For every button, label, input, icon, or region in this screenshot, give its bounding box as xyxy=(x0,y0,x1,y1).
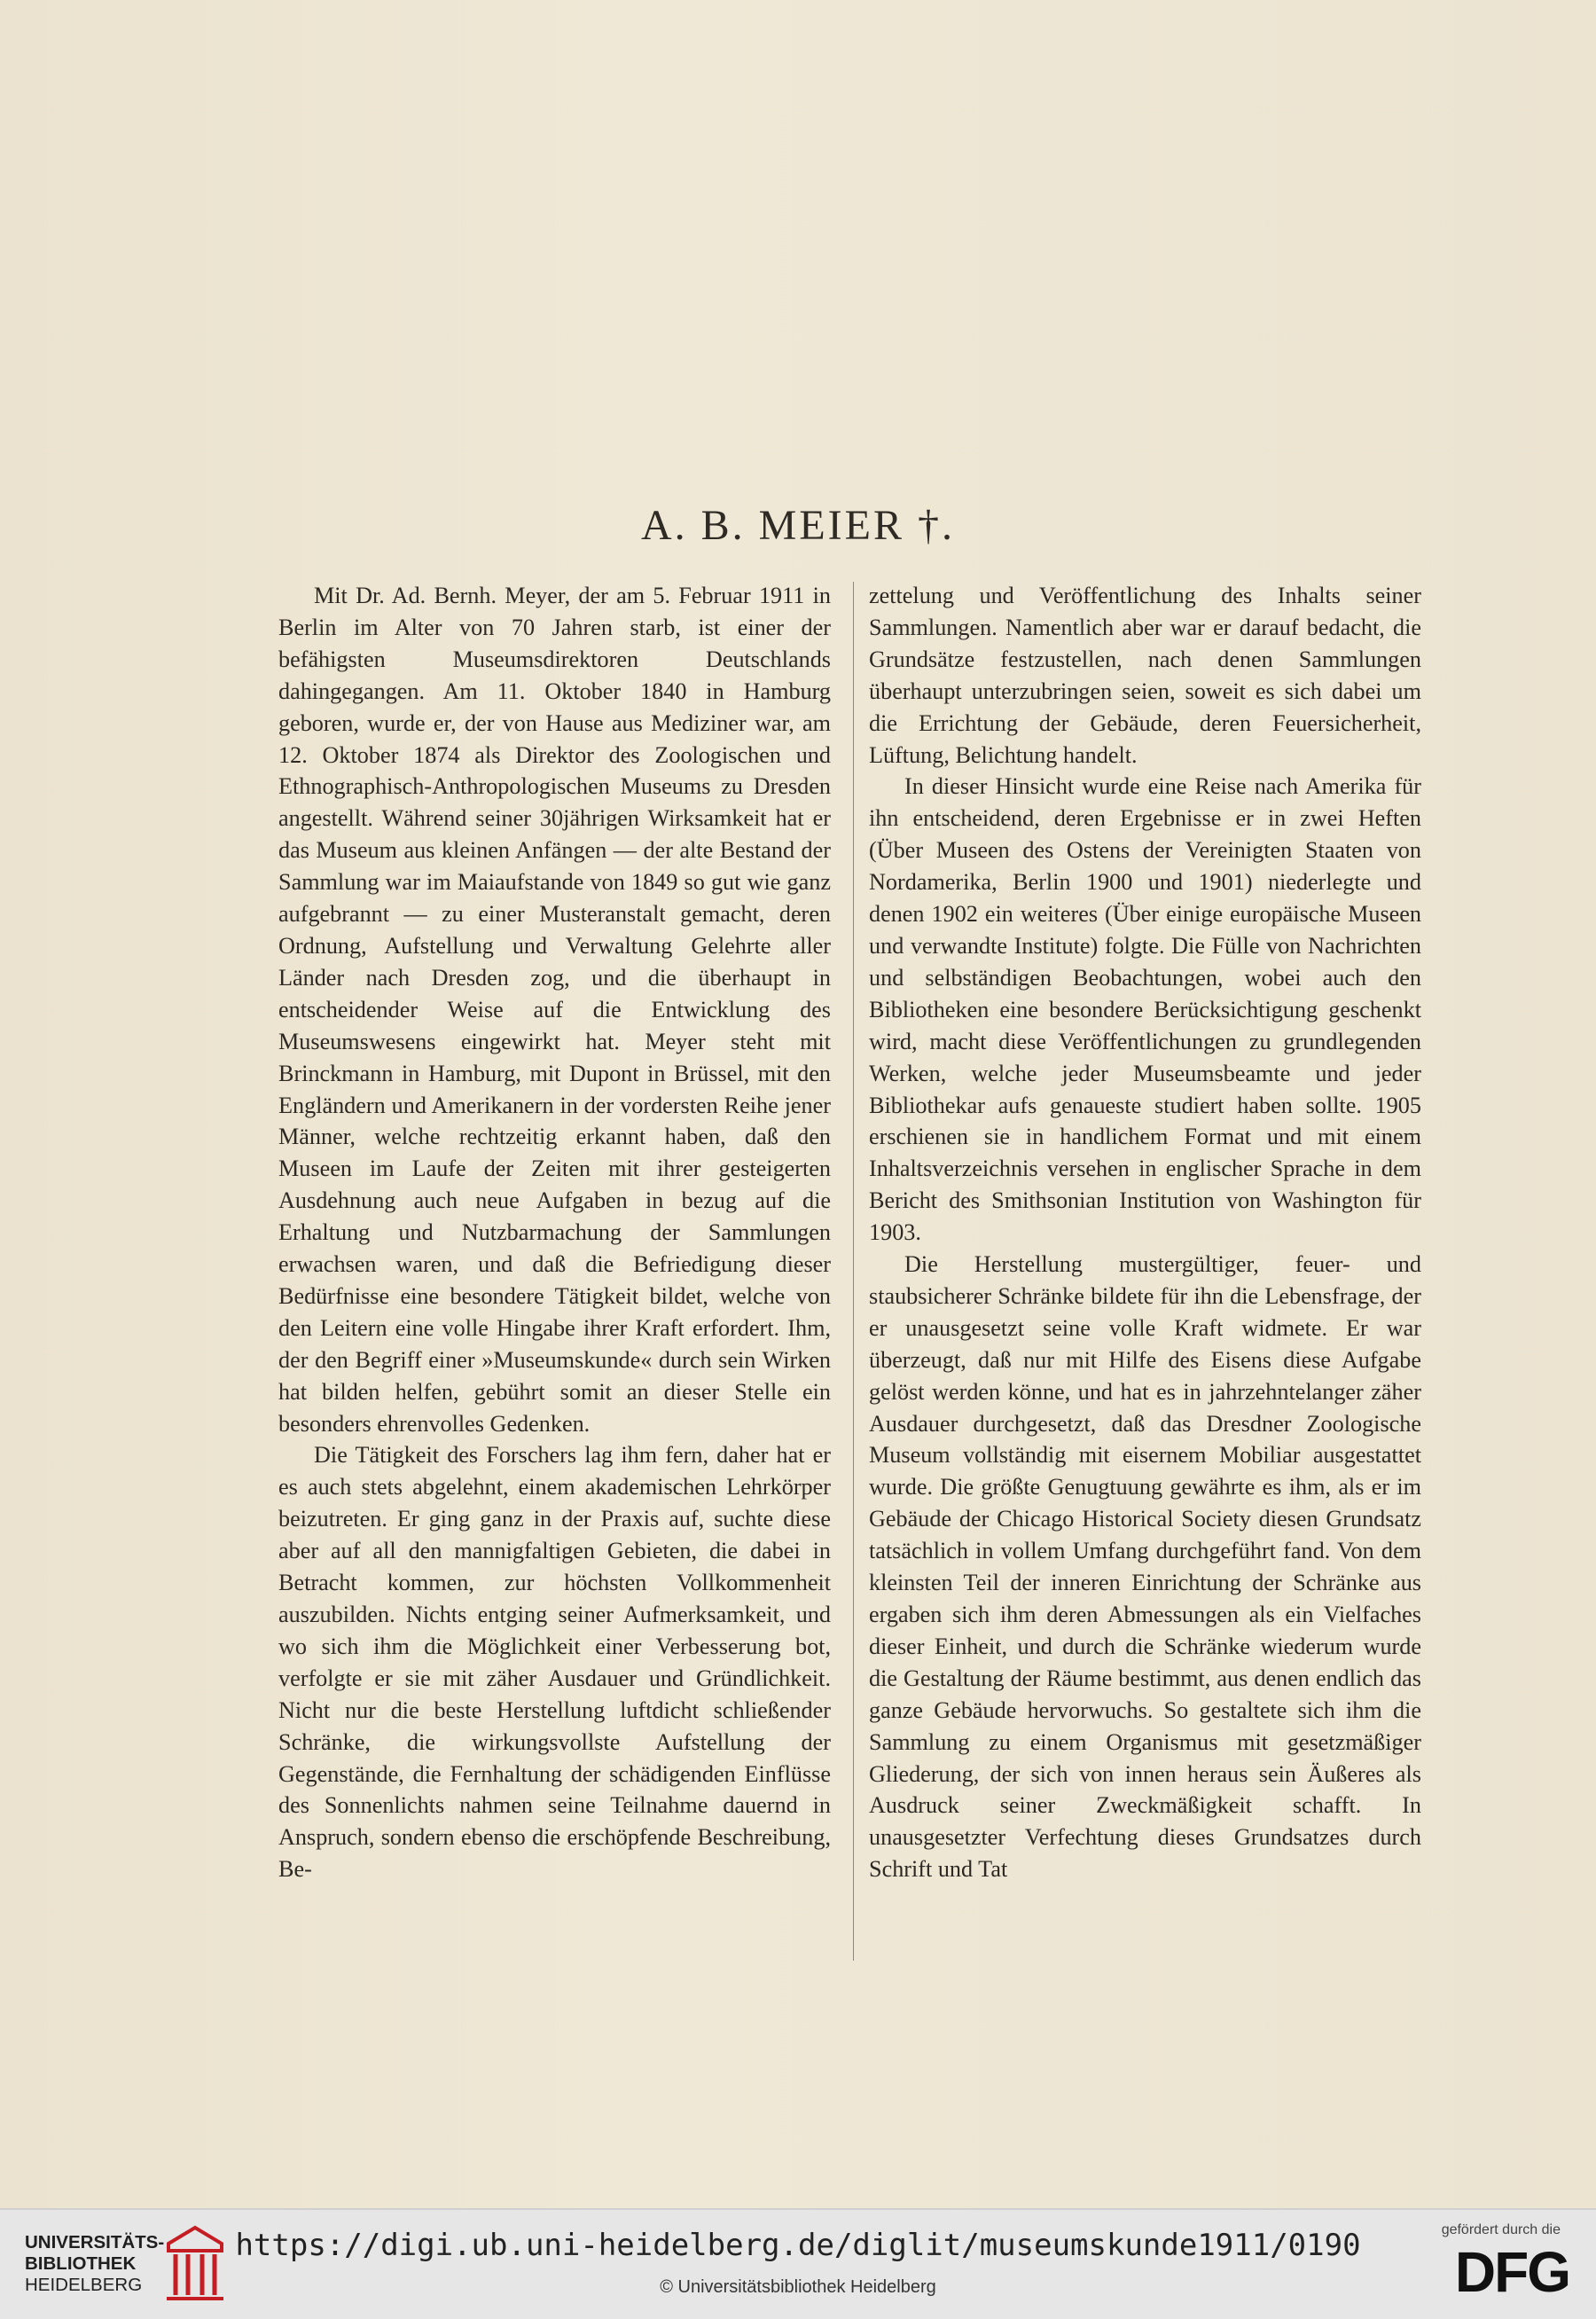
paragraph: Die Tätigkeit des Forschers lag ihm fern, daher hat er es auch stets abgelehnt, einem akademischen Lehrkörper beizutreten. Er ging ganz in der Praxis auf, suchte diese aber auf all den mannigfaltigen Gebieten, die dabei in Betracht kommen, zur höchsten Vollkommenheit auszubilden. Nichts entging seiner Aufmerksamkeit, und wo sich ihm die Möglichkeit einer Verbesserung bot, verfolgte er sie mit zäher Ausdauer und Gründlichkeit. Nicht nur die beste Herstellung luftdicht schließender Schränke, die wirkungsvollste Aufstellung der Gegenstände, die Fernhaltung der schädigenden Einflüsse des Sonnenlichts nahmen seine Teilnahme dauernd in Anspruch, sondern ebenso die erschöpfende Beschreibung, Be- xyxy=(278,1442,831,1883)
library-name-line: BIBLIOTHEK xyxy=(25,2253,137,2274)
footer-bar xyxy=(0,2208,1596,2319)
footer-divider xyxy=(0,2208,1596,2210)
library-name-line: HEIDELBERG xyxy=(25,2275,143,2295)
paragraph: Die Herstellung mustergültiger, feuer- und staubsicherer Schränke bildete für ihn die Lebensfrage, der er unausgesetzt seine volle Kraft widmete. Er war überzeugt, daß nur mit Hilfe des Eisens diese Aufgabe gelöst werden könne, und hat es in jahrzehntelanger zäher Ausdauer durchgesetzt, daß das Dresdner Zoologische Museum vollständig mit eisernem Mobiliar ausgestattet wurde. Die größte Genugtuung gewährte es ihm, als er im Gebäude der Chicago Historical Society diesen Grundsatz tatsächlich in vollem Umfang durchgeführt fand. Von dem kleinsten Teil der inneren Einrichtung der Schränke aus ergaben sich ihm deren Abmessungen als ein Vielfaches dieser Einheit, und durch die Schränke wiederum wurde die Gestaltung der Räume bestimmt, aus denen endlich das ganze Gebäude hervorwuchs. So gestaltete sich ihm die Sammlung zu einem Organismus mit gesetzmäßiger Gliederung, der sich von innen heraus sein Äußeres als Ausdruck seiner Zweckmäßigkeit schafft. In unausgesetzter Verfechtung dieses Grundsatzes durch Schrift und Tat xyxy=(869,1251,1421,1883)
paragraph: Mit Dr. Ad. Bernh. Meyer, der am 5. Februar 1911 in Berlin im Alter von 70 Jahren starb, ist einer der befähigsten Museumsdirektoren Deutschlands dahingegangen. Am 11. Oktober 1840 in Hamburg geboren, wurde er, der von Hause aus Mediziner war, am 12. Oktober 1874 als Direktor des Zoologischen und Ethnographisch-Anthropologischen Museums zu Dresden angestellt. Während seiner 30jährigen Wirksamkeit hat er das Museum aus kleinen Anfängen — der alte Bestand der Sammlung war im Maiaufstande von 1849 so gut wie ganz aufgebrannt — zu einer Musteranstalt gemacht, deren Ordnung, Aufstellung und Verwaltung Gelehrte aller Länder nach Dresden zog, und die überhaupt in entscheidender Weise auf die Entwicklung des Museumswesens eingewirkt hat. Meyer steht mit Brinckmann in Hamburg, mit Dupont in Brüssel, mit den Engländern und Amerikanern in der vordersten Reihe jener Männer, welche rechtzeitig erkannt haben, daß den Museen im Laufe der Zeiten mit ihrer gesteigerten Ausdehnung auch neue Aufgaben in bezug auf die Erhaltung und Nutzbarmachung der Sammlungen erwachsen waren, und daß die Befriedigung dieser Bedürfnisse eine besondere Tätigkeit bildet, welche von den Leitern eine volle Hingabe ihrer Kraft erfordert. Ihm, der den Begriff einer »Museumskunde« durch sein Wirken hat bilden helfen, gebührt somit an dieser Stelle ein besonders ehrenvolles Gedenken. xyxy=(278,583,831,1437)
article-title: A. B. MEIER †. xyxy=(641,502,955,549)
left-column xyxy=(278,580,831,1885)
library-name-line: UNIVERSITÄTS- xyxy=(25,2232,165,2252)
copyright-notice: © Universitätsbibliothek Heidelberg xyxy=(660,2277,936,2297)
column-divider xyxy=(853,582,854,1961)
dfg-logo: DFG xyxy=(1454,2240,1569,2304)
page-url-link[interactable]: https://digi.ub.uni-heidelberg.de/diglit/museumskunde1911/0190 xyxy=(235,2228,1361,2263)
funding-caption: gefördert durch die xyxy=(1441,2222,1561,2237)
right-column xyxy=(869,580,1421,1885)
paragraph: zettelung und Veröffentlichung des Inhalts seiner Sammlungen. Namentlich aber war er darauf bedacht, die Grundsätze festzustellen, nach denen Sammlungen überhaupt unterzubringen seien, soweit es sich dabei um die Errichtung der Gebäude, deren Feuersicherheit, Lüftung, Belichtung handelt. xyxy=(869,583,1421,768)
paragraph: In dieser Hinsicht wurde eine Reise nach Amerika für ihn entscheidend, deren Ergebnisse er in zwei Heften (Über Museen des Ostens der Vereinigten Staaten von Nordamerika, Berlin 1900 und 1901) niederlegte und denen 1902 ein weiteres (Über einige europäische Museen und verwandte Institute) folgte. Die Fülle von Nachrichten und selbständigen Beobachtungen, wobei auch den Bibliotheken eine besondere Berücksichtigung geschenkt wird, macht diese Veröffentlichungen zu grundlegenden Werken, welche jeder Museumsbeamte und jeder Bibliothekar aufs genaueste studiert haben sollte. 1905 erschienen sie in handlichem Format und mit einem Inhaltsverzeichnis versehen in englischer Sprache in dem Bericht des Smithsonian Institution von Washington für 1903. xyxy=(869,773,1421,1246)
